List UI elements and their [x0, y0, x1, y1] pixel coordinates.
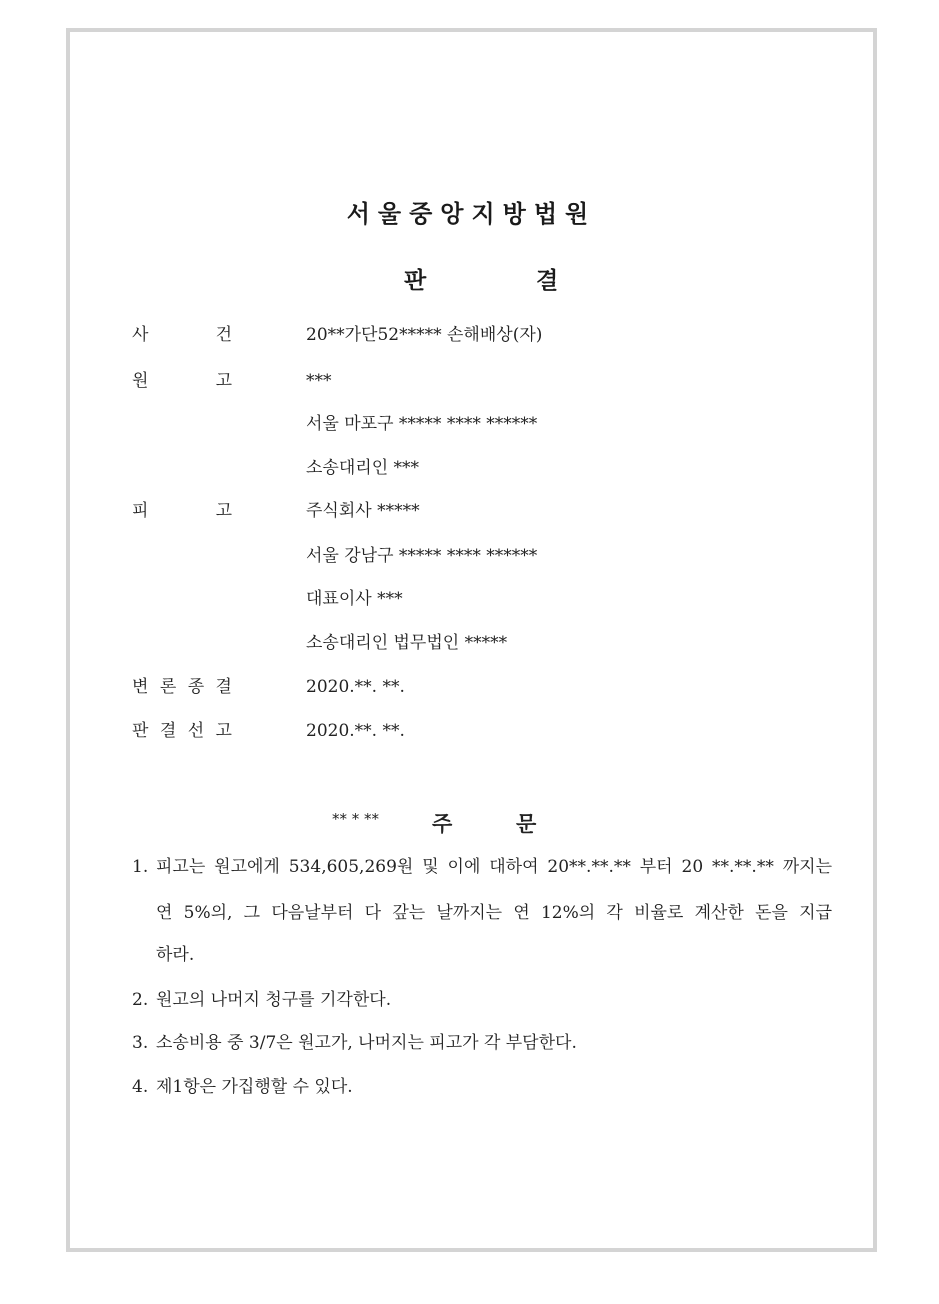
document-title: [70, 262, 873, 292]
closing-argument-label: 변 론 종 결: [132, 677, 232, 697]
order-number: 3.: [132, 1033, 149, 1053]
order-number: 2.: [132, 990, 149, 1010]
order-line: 제1항은 가집행할 수 있다.: [156, 1077, 353, 1097]
plaintiff-name: ***: [306, 371, 332, 391]
case-value: 20**가단52***** 손해배상(자): [306, 325, 543, 345]
plaintiff-label: 원 고: [132, 371, 232, 391]
document-title-char-2: 결: [536, 268, 559, 294]
order-heading-char-2: 문: [516, 812, 537, 836]
order-heading-mask: ** * **: [332, 810, 380, 828]
document-title-char-1: 판: [404, 268, 427, 294]
defendant-representative: 대표이사 ***: [306, 589, 403, 609]
order-line: 하라.: [156, 945, 195, 965]
order-line: 피고는 원고에게 534,605,269원 및 이에 대하여 20**.**.** 부터 20 **.**.** 까지는: [156, 857, 832, 877]
order-number: 1.: [132, 857, 149, 877]
order-heading-char-1: 주: [432, 812, 453, 836]
order-line: 소송비용 중 3/7은 원고가, 나머지는 피고가 각 부담한다.: [156, 1033, 577, 1053]
case-label: 사 건: [132, 325, 232, 345]
order-line: 원고의 나머지 청구를 기각한다.: [156, 990, 392, 1010]
defendant-counsel: 소송대리인 법무법인 *****: [306, 633, 508, 653]
plaintiff-counsel: 소송대리인 ***: [306, 458, 420, 478]
judgment-page: [66, 28, 877, 1252]
judgment-date: 2020.**. **.: [306, 721, 405, 741]
plaintiff-address: 서울 마포구 ***** **** ******: [306, 414, 538, 434]
order-heading: [70, 808, 873, 838]
closing-argument-date: 2020.**. **.: [306, 677, 405, 697]
defendant-label: 피 고: [132, 501, 232, 521]
judgment-date-label: 판 결 선 고: [132, 721, 232, 741]
defendant-address: 서울 강남구 ***** **** ******: [306, 546, 538, 566]
order-number: 4.: [132, 1077, 149, 1097]
court-name: 서울중앙지방법원: [346, 200, 597, 228]
order-line: 연 5%의, 그 다음날부터 다 갚는 날까지는 연 12%의 각 비율로 계산한 돈을 지급: [156, 903, 832, 923]
defendant-name: 주식회사 *****: [306, 501, 420, 521]
